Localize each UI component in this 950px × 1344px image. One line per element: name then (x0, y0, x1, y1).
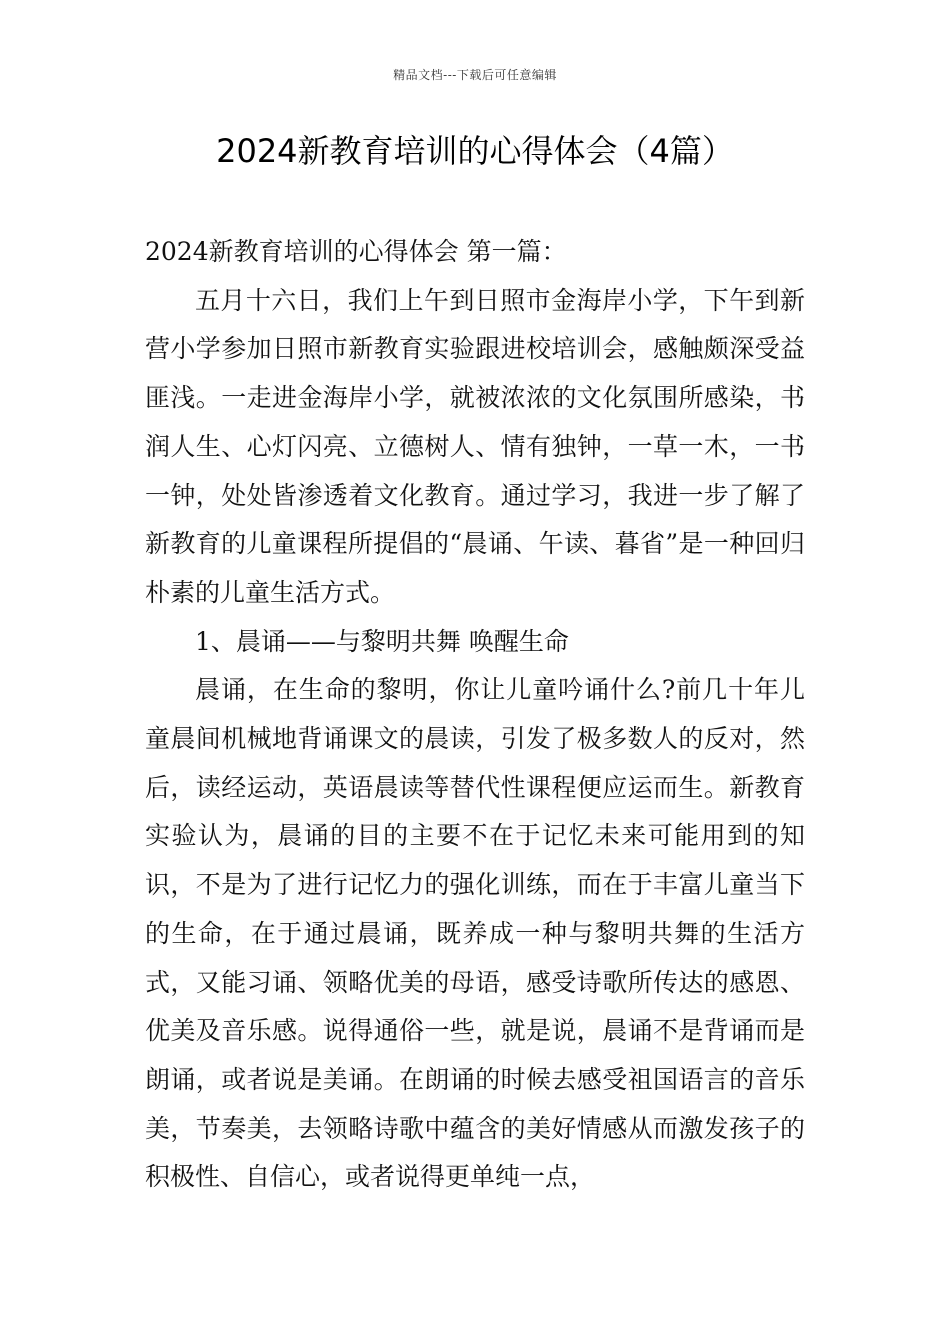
subheading-morning-recitation: 1、晨诵——与黎明共舞 唤醒生命 (195, 626, 569, 656)
paragraph-intro: 五月十六日，我们上午到日照市金海岸小学，下午到新营小学参加日照市新教育实验跟进校培训会，感触颇深受益匪浅。一走进金海岸小学，就被浓浓的文化氛围所感染，书润人生、心灯闪亮、立德树人、情有独钟，一草一木，一书一钟，处处皆渗透着文化教育。通过学习，我进一步了解了新教育的儿童课程所提倡的“晨诵、午读、暮省”是一种回归朴素的儿童生活方式。 (145, 285, 805, 607)
paragraph-morning-recitation: 晨诵，在生命的黎明，你让儿童吟诵什么?前几十年儿童晨间机械地背诵课文的晨读，引发了极多数人的反对，然后，读经运动，英语晨读等替代性课程便应运而生。新教育实验认为，晨诵的目的主要不在于记忆未来可能用到的知识，不是为了进行记忆力的强化训练，而在于丰富儿童当下的生命，在于通过晨诵，既养成一种与黎明共舞的生活方式，又能习诵、领略优美的母语，感受诗歌所传达的感恩、优美及音乐感。说得通俗一些，就是说，晨诵不是背诵而是朗诵，或者说是美诵。在朗诵的时候去感受祖国语言的音乐美，节奏美，去领略诗歌中蕴含的美好情感从而激发孩子的积极性、自信心，或者说得更单纯一点， (145, 675, 805, 1192)
document-body (145, 228, 805, 1202)
header-note: 精品文档---下载后可任意编辑 (393, 68, 557, 82)
section-heading: 2024新教育培训的心得体会 第一篇： (145, 237, 567, 266)
document-title: 2024新教育培训的心得体会（4篇） (216, 132, 734, 170)
